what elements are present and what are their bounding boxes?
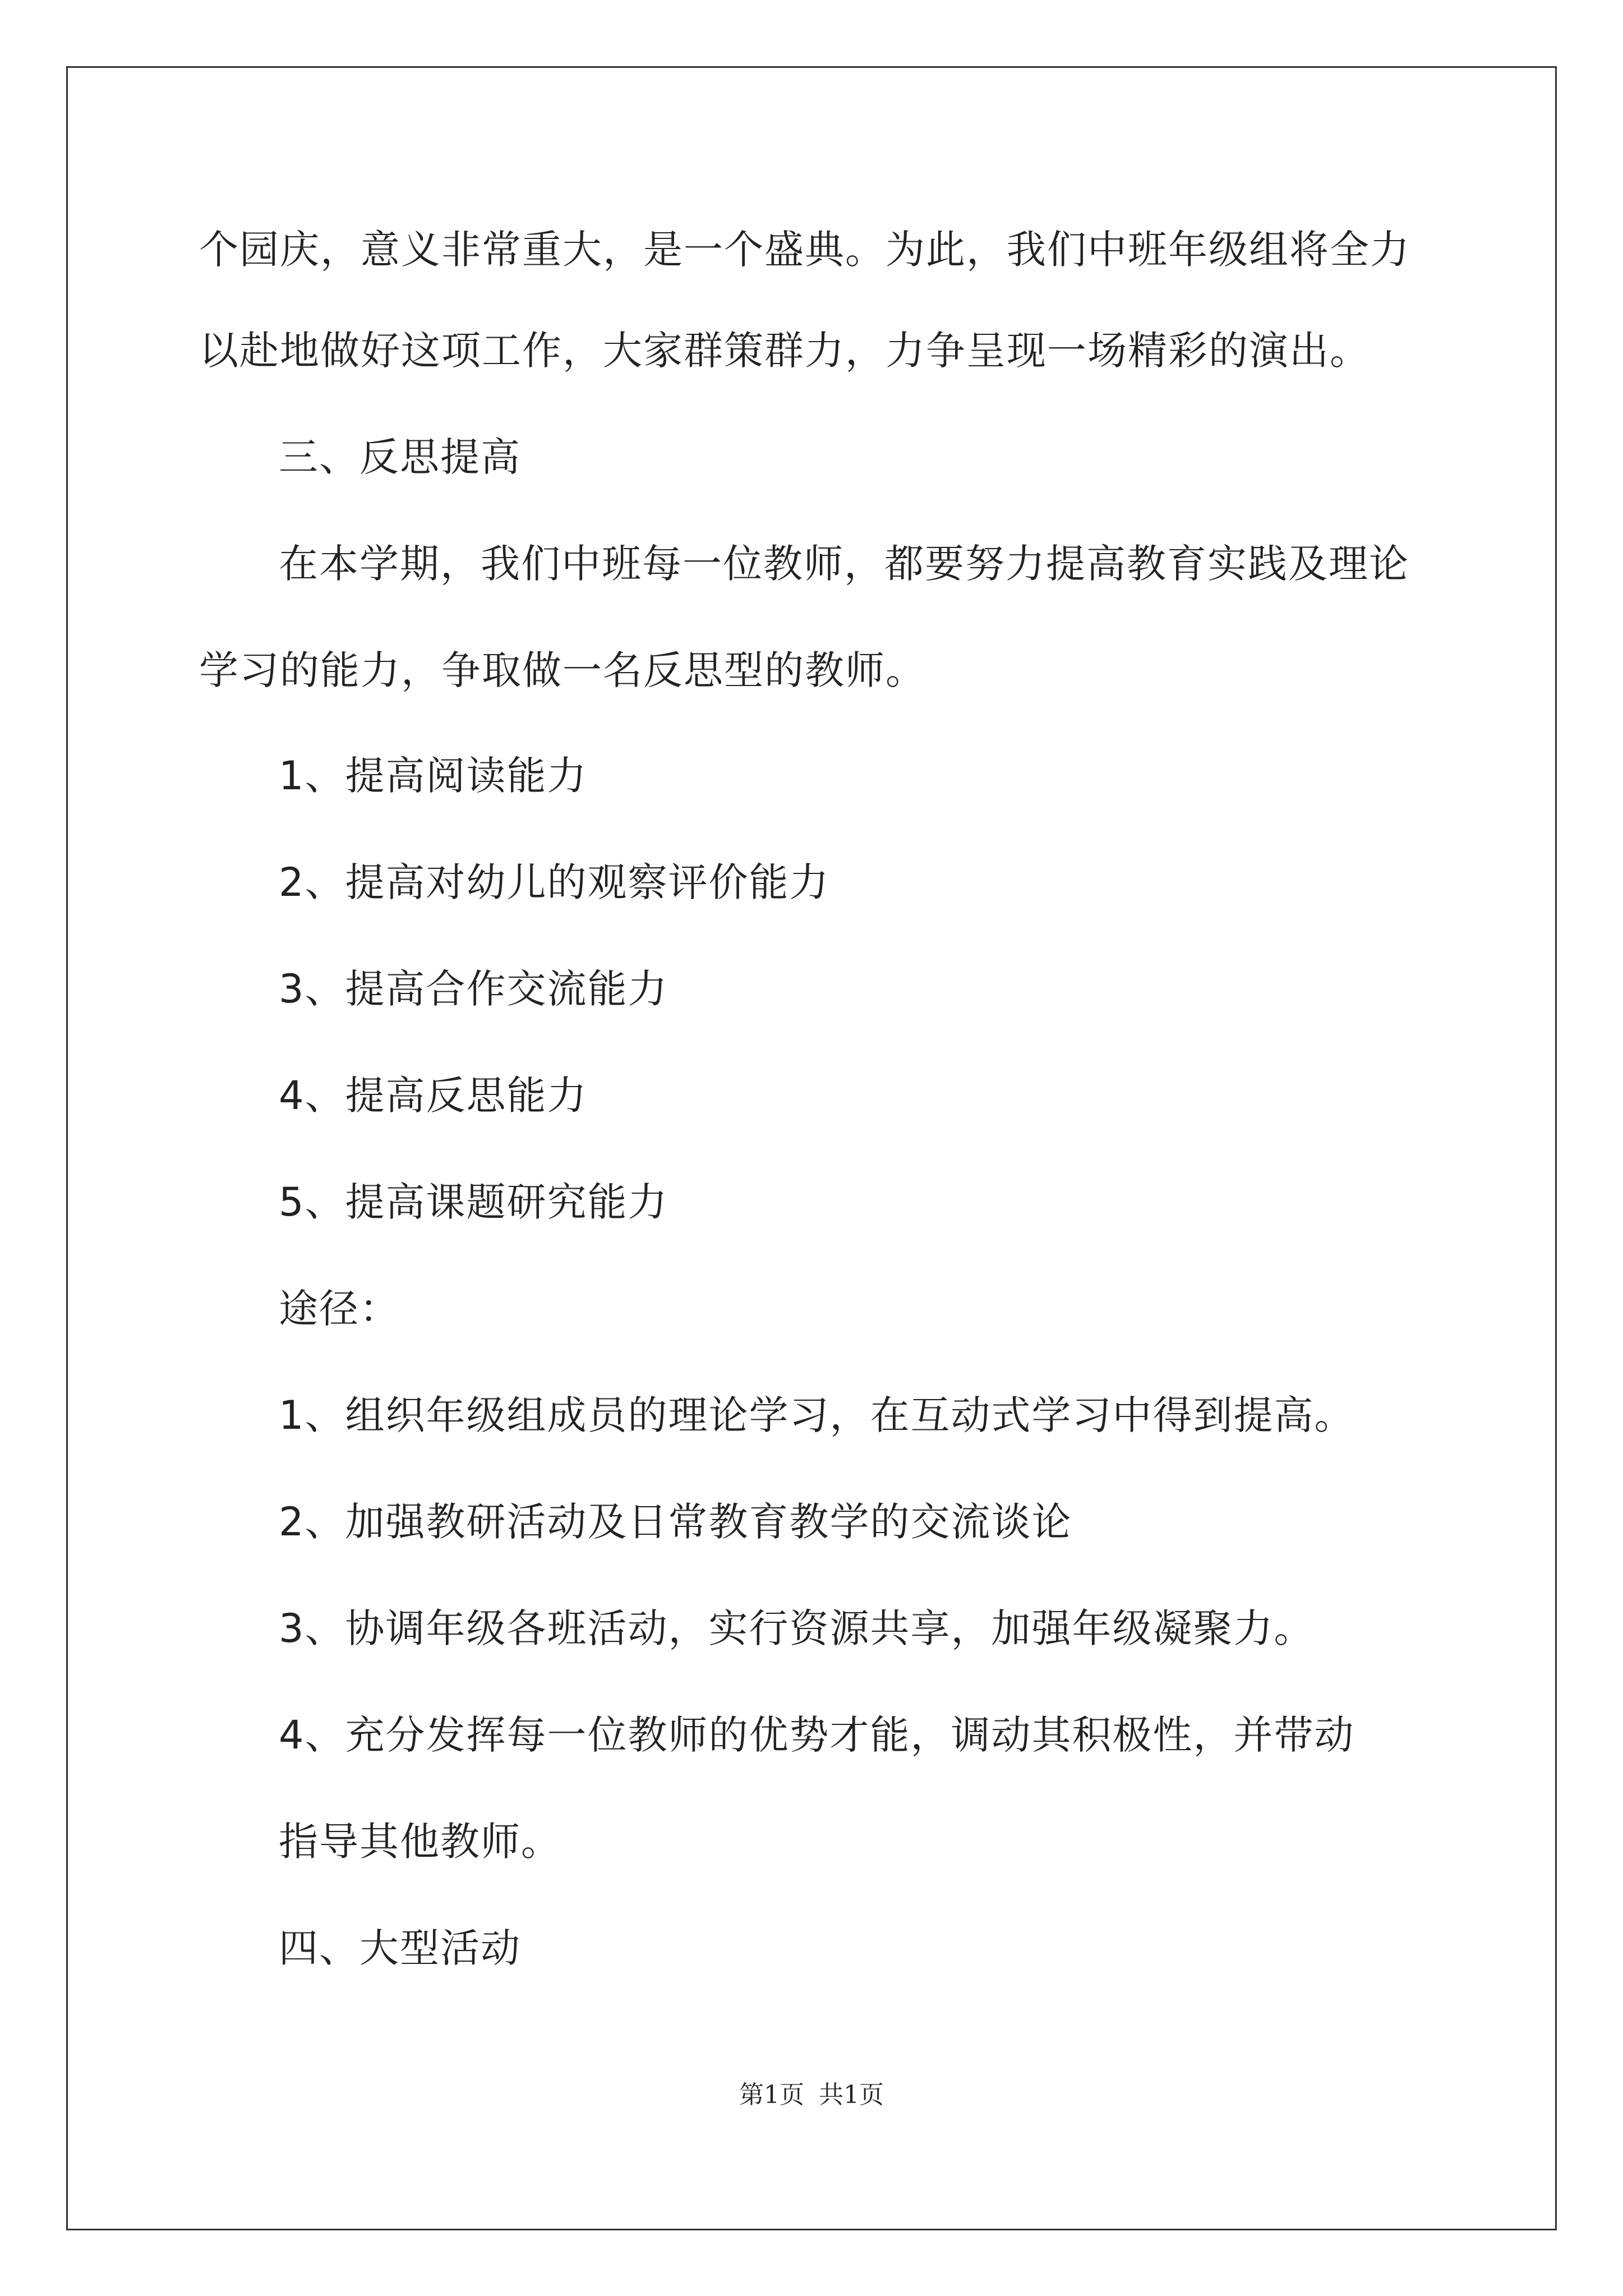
section-heading: 三、反思提高	[279, 434, 521, 480]
page-footer	[0, 2078, 1623, 2112]
subheading: 途径：	[279, 1286, 400, 1332]
list-item: 5、提高课题研究能力	[279, 1179, 668, 1225]
list-item: 1、组织年级组成员的理论学习，在互动式学习中得到提高。	[279, 1392, 1355, 1438]
list-item: 3、协调年级各班活动，实行资源共享，加强年级凝聚力。	[279, 1605, 1315, 1651]
section-heading: 四、大型活动	[279, 1925, 521, 1971]
text-line: 学习的能力，争取做一名反思型的教师。	[199, 647, 926, 693]
total-pages-label: 共1页	[819, 2081, 884, 2109]
list-item: 3、提高合作交流能力	[279, 966, 668, 1012]
list-item: 2、提高对幼儿的观察评价能力	[279, 859, 830, 905]
list-item: 2、加强教研活动及日常教育教学的交流谈论	[279, 1499, 1072, 1545]
text-line: 个园庆，意义非常重大，是一个盛典。为此，我们中班年级组将全力	[199, 227, 1410, 273]
text-line: 指导其他教师。	[279, 1819, 561, 1865]
list-item: 4、充分发挥每一位教师的优势才能，调动其积极性，并带动	[279, 1712, 1355, 1758]
list-item: 1、提高阅读能力	[279, 753, 588, 799]
page-border	[66, 66, 1557, 2230]
text-line: 在本学期，我们中班每一位教师，都要努力提高教育实践及理论	[279, 541, 1409, 587]
text-line: 以赴地做好这项工作，大家群策群力，力争呈现一场精彩的演出。	[199, 328, 1370, 374]
list-item: 4、提高反思能力	[279, 1073, 588, 1119]
current-page-label: 第1页	[739, 2081, 804, 2109]
